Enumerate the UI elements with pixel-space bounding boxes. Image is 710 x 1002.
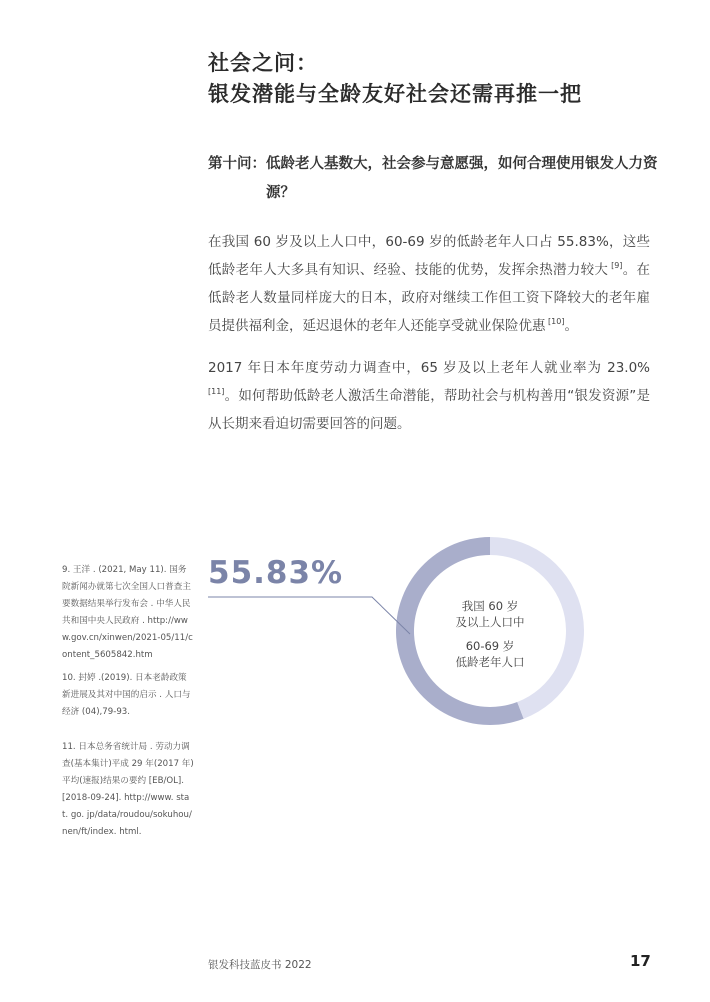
paragraph-1-text-c: 。 [564, 318, 578, 334]
footnote-10: 10. 封婷 .(2019). 日本老龄政策新进展及其对中国的启示 . 人口与经济 (04),79-93. [62, 673, 191, 717]
citation-11: [11] [208, 387, 225, 396]
donut-center-label-bottom [420, 638, 560, 670]
leader-line [208, 597, 410, 634]
question-heading [208, 150, 658, 208]
page-title [208, 48, 582, 110]
title-line-2: 银发潜能与全龄友好社会还需再推一把 [208, 82, 582, 106]
donut-slice-1 [396, 537, 524, 725]
question-number: 第十问： [208, 156, 266, 172]
footnote-9: 9. 王洋 . (2021, May 11). 国务院新闻办就第七次全国人口普查主要数据结果举行发布会 . 中华人民共和国中央人民政府 . http://www.gov.cn/xinwen/2021-05/11/content_5605842.htm [62, 565, 193, 660]
paragraph-2 [208, 354, 650, 438]
paragraph-1 [208, 228, 650, 340]
paragraph-1-text-a: 在我国 60 岁及以上人口中，60-69 岁的低龄老年人口占 55.83%，这些低龄老年人大多具有知识、经验、技能的优势，发挥余热潜力较大 [208, 234, 650, 278]
page-number: 17 [630, 952, 651, 970]
citation-9: [9] [608, 261, 623, 270]
donut-label-line-4: 低龄老年人口 [455, 655, 525, 669]
footnote-11: 11. 日本总务省统计局 . 劳动力调查(基本集计)平成 29 年(2017 年)平均(速报)结果の要约 [EB/OL]. [2018-09-24]. http://www. stat. go. jp/data/roudou/sokuhou/nen/ft/index. html. [62, 742, 194, 837]
paragraph-2-text-a: 2017 年日本年度劳动力调查中，65 岁及以上老年人就业率为 23.0% [208, 360, 650, 376]
question-text: 低龄老人基数大，社会参与意愿强，如何合理使用银发人力资源？ [266, 156, 658, 201]
title-line-1: 社会之问： [208, 51, 318, 75]
paragraph-2-text-b: 。如何帮助低龄老人激活生命潜能，帮助社会与机构善用“银发资源”是从长期来看迫切需要回答的问题。 [208, 388, 650, 432]
highlight-percentage: 55.83% [208, 555, 344, 591]
footer-publication: 银发科技蓝皮书 2022 [208, 959, 312, 971]
paragraph-1-text-b: 。在低龄老人数量同样庞大的日本，政府对继续工作但工资下降较大的老年雇员提供福利金，延迟退休的老年人还能享受就业保险优惠 [208, 262, 651, 334]
donut-label-line-1: 我国 60 岁 [461, 599, 519, 613]
donut-ring [396, 537, 584, 725]
donut-label-line-2: 及以上人口中 [455, 615, 525, 629]
citation-10: [10] [545, 317, 565, 326]
donut-label-line-3: 60-69 岁 [465, 639, 515, 653]
donut-center-label-top [420, 598, 560, 630]
